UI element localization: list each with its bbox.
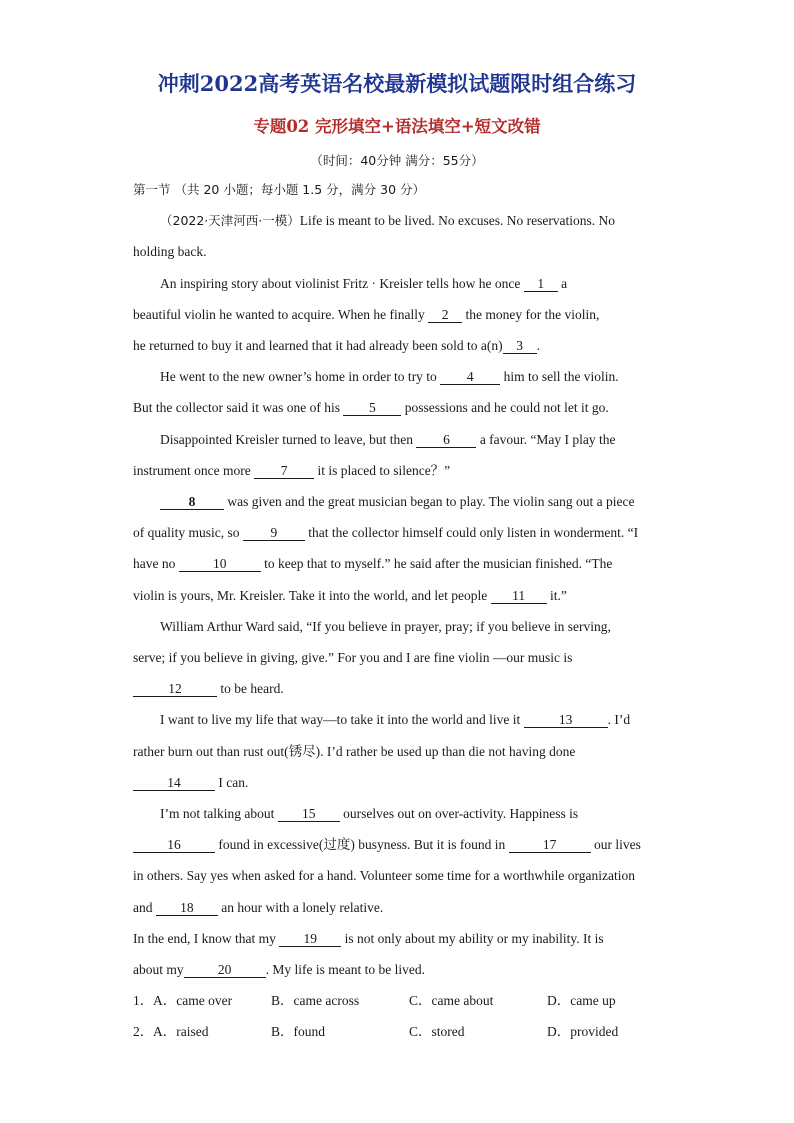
section-heading: 第一节 （共 20 小题；每小题 1.5 分，满分 30 分） <box>133 182 426 197</box>
blank-19: 19 <box>279 931 341 947</box>
text: Life is meant to be lived. No excuses. No reservations. No <box>299 213 616 228</box>
paragraph-5-line-2 <box>133 524 638 542</box>
text: it.” <box>546 588 567 603</box>
option-c[interactable]: C．came about <box>409 993 494 1008</box>
blank-20: 20 <box>184 962 266 978</box>
text: In the end, I know that my <box>133 931 280 946</box>
paragraph-7-line-3 <box>133 774 248 792</box>
text: an hour with a lonely relative. <box>217 900 384 915</box>
passage-source: （2022·天津河西·一模） <box>160 213 300 228</box>
text: it is placed to silence？” <box>314 463 451 478</box>
paragraph-5-line-4 <box>133 587 567 605</box>
paragraph-2-line-2 <box>133 306 599 324</box>
paragraph-5-line-3 <box>133 555 612 573</box>
blank-8: 8 <box>160 494 224 510</box>
paragraph-4-line-2 <box>133 462 450 480</box>
option-b[interactable]: B．came across <box>271 993 360 1008</box>
paragraph-8-line-1 <box>160 805 578 823</box>
blank-2: 2 <box>428 307 462 323</box>
text: I can. <box>215 775 249 790</box>
text: violin is yours, Mr. Kreisler. Take it into the world, and let people <box>133 588 491 603</box>
text: He went to the new owner’s home in order to try to <box>160 369 441 384</box>
text: is not only about my ability or my inability. It is <box>341 931 604 946</box>
text: have no <box>133 556 179 571</box>
blank-14: 14 <box>133 775 215 791</box>
blank-16: 16 <box>133 837 215 853</box>
option-a[interactable]: A．raised <box>153 1024 209 1039</box>
question-number: 1． <box>133 993 154 1008</box>
text: ourselves out on over-activity. Happiness is <box>339 806 579 821</box>
text: a favour. “May I play the <box>476 432 616 447</box>
paragraph-1-line-1 <box>160 212 615 230</box>
blank-12: 12 <box>133 681 217 697</box>
blank-9: 9 <box>243 525 305 541</box>
blank-5: 5 <box>343 400 401 416</box>
paragraph-2-line-1 <box>160 275 567 293</box>
paragraph-8-line-2 <box>133 836 641 854</box>
blank-7: 7 <box>254 463 314 479</box>
text: about my <box>133 962 184 977</box>
blank-18: 18 <box>156 900 218 916</box>
blank-10: 10 <box>179 556 261 572</box>
option-a[interactable]: A．came over <box>153 993 233 1008</box>
blank-13: 13 <box>524 712 608 728</box>
text: and <box>133 900 156 915</box>
text: An inspiring story about violinist Fritz · Kreisler tells how he once <box>160 276 524 291</box>
paragraph-6-line-1: William Arthur Ward said, “If you believe in prayer, pray; if you believe in serving, <box>160 619 611 634</box>
text: . I’d <box>607 712 631 727</box>
paragraph-4-line-1 <box>160 431 616 449</box>
blank-1: 1 <box>524 276 558 292</box>
page-title: 冲刺2022高考英语名校最新模拟试题限时组合练习 <box>157 71 637 96</box>
paragraph-9-line-2 <box>133 961 425 979</box>
paragraph-1-line-2: holding back. <box>133 244 207 259</box>
paragraph-5-line-1 <box>160 493 635 511</box>
text: was given and the great musician began to play. The violin sang out a piece <box>224 494 635 509</box>
text: But the collector said it was one of his <box>133 400 344 415</box>
text: beautiful violin he wanted to acquire. When he finally <box>133 307 429 322</box>
paragraph-2-line-3 <box>133 337 540 355</box>
text: our lives <box>590 837 641 852</box>
paragraph-7-line-1 <box>160 711 630 729</box>
text: Disappointed Kreisler turned to leave, but then <box>160 432 417 447</box>
text: I’m not talking about <box>160 806 278 821</box>
paragraph-7-line-2: rather burn out than rust out(锈尽). I’d rather be used up than die not having done <box>133 744 576 759</box>
text: that the collector himself could only listen in wonderment. “I <box>304 525 639 540</box>
blank-11: 11 <box>491 588 547 604</box>
text: possessions and he could not let it go. <box>401 400 609 415</box>
option-d[interactable]: D．provided <box>547 1024 619 1039</box>
text: the money for the violin, <box>462 307 600 322</box>
paragraph-6-line-2: serve; if you believe in giving, give.” For you and I are fine violin —our music is <box>133 650 573 665</box>
text: . <box>536 338 540 353</box>
paragraph-3-line-2 <box>133 399 609 417</box>
paragraph-8-line-4 <box>133 899 383 917</box>
blank-4: 4 <box>440 369 500 385</box>
blank-17: 17 <box>509 837 591 853</box>
paragraph-8-line-3: in others. Say yes when asked for a hand. Volunteer some time for a worthwhile organization <box>133 868 636 883</box>
timing-note: （时间：40分钟 满分：55分） <box>310 153 484 168</box>
text: of quality music, so <box>133 525 243 540</box>
text: to keep that to myself.” he said after the musician finished. “The <box>260 556 613 571</box>
paragraph-9-line-1 <box>133 930 604 948</box>
paragraph-6-line-3 <box>133 680 284 698</box>
option-d[interactable]: D．came up <box>547 993 616 1008</box>
text: I want to live my life that way—to take it into the world and live it <box>160 712 524 727</box>
option-c[interactable]: C．stored <box>409 1024 465 1039</box>
question-number: 2． <box>133 1024 154 1039</box>
blank-3: 3 <box>503 338 537 354</box>
blank-15: 15 <box>278 806 340 822</box>
text: found in excessive(过度) busyness. But it is found in <box>215 837 509 852</box>
text: instrument once more <box>133 463 255 478</box>
page-subtitle: 专题02 完形填空+语法填空+短文改错 <box>253 117 541 136</box>
text: a <box>557 276 568 291</box>
text: . My life is meant to be lived. <box>265 962 425 977</box>
text: he returned to buy it and learned that it had already been sold to a(n) <box>133 338 503 353</box>
paragraph-3-line-1 <box>160 368 619 386</box>
option-b[interactable]: B．found <box>271 1024 325 1039</box>
text: to be heard. <box>217 681 284 696</box>
text: him to sell the violin. <box>500 369 619 384</box>
blank-6: 6 <box>416 432 476 448</box>
